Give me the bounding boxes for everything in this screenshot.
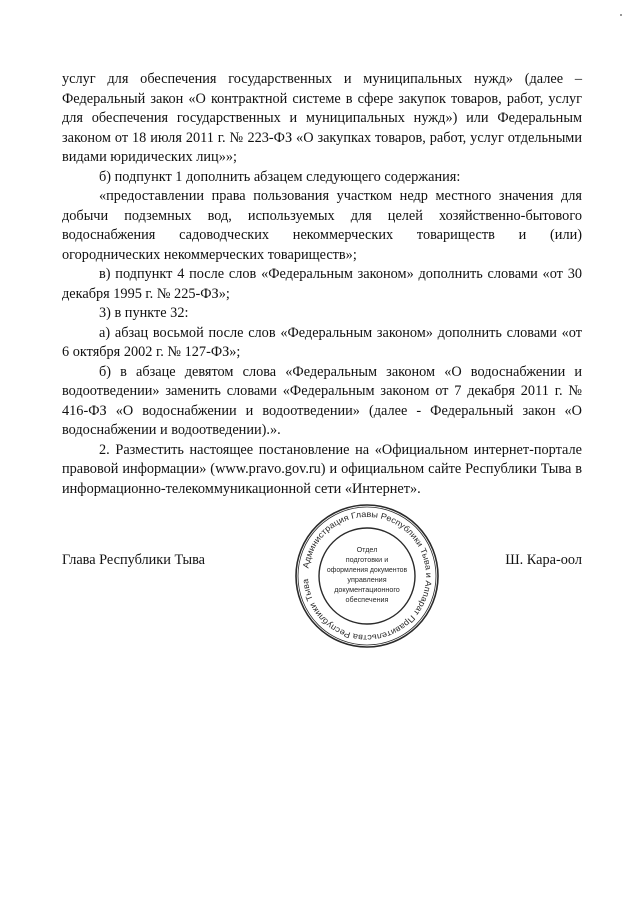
signer-title: Глава Республики Тыва bbox=[62, 552, 205, 568]
paragraph-quoted-addition: «предоставлении права пользования участком недр местного значения для добычи подземных вод, используемых для целей хозяйственно-бытового водоснабжения садоводческих некоммерческих товариществ и (или) огороднических некоммерческих товариществ»; bbox=[62, 188, 582, 263]
paragraph-subitem-b2: б) в абзаце девятом слова «Федеральным законом «О водоснабжении и водоотведении» заменить словами «Федеральным законом от 7 декабря 2011 г. № 416-ФЗ «О водоснабжении и водоотведении» (далее - Федеральный закон «О водоснабжении и водоотведении).». bbox=[62, 363, 582, 438]
seal-ring-text: Администрация Главы Республики Тыва и Аппарат Правительства Республики Тыва bbox=[300, 508, 435, 644]
seal-center-line-3: оформления документов bbox=[326, 567, 408, 574]
paragraph-subitem-a: а) абзац восьмой после слов «Федеральным законом» дополнить словами «от 6 октября 2002 г. № 127-ФЗ»; bbox=[62, 324, 582, 360]
seal-center-line-4: управления bbox=[347, 575, 387, 584]
paragraph-subitem-b: б) подпункт 1 дополнить абзацем следующего содержания: bbox=[99, 168, 461, 185]
paragraph-item-3: 3) в пункте 32: bbox=[99, 305, 189, 321]
signer-name: Ш. Кара-оол bbox=[505, 552, 582, 568]
seal-center-line-6: обеспечения bbox=[345, 595, 389, 604]
scan-speck bbox=[620, 14, 622, 16]
official-seal bbox=[293, 502, 441, 650]
paragraph-continuation: услуг для обеспечения государственных и муниципальных нужд» (далее – Федеральный закон «О контрактной системе в сфере закупок товаров, работ, услуг для обеспечения государственных и муниципальных нужд») или Федеральным законом от 18 июля 2011 г. № 223-ФЗ «О закупках товаров, работ, услуг отдельными видами юридических лиц»»; bbox=[62, 71, 582, 165]
seal-center-line-1: Отдел bbox=[356, 545, 378, 554]
paragraph-subitem-v: в) подпункт 4 после слов «Федеральным законом» дополнить словами «от 30 декабря 1995 г. № 225-ФЗ»; bbox=[62, 266, 582, 302]
paragraph-item-2: 2. Разместить настоящее постановление на «Официальном интернет-портале правовой информации» (www.pravo.gov.ru) и официальном сайте Республики Тыва в информационно-телекоммуникационной сети «Интернет». bbox=[62, 441, 582, 497]
seal-center-line-5: документационного bbox=[334, 585, 400, 594]
document-body bbox=[62, 70, 582, 499]
seal-center-line-2: подготовки и bbox=[345, 555, 389, 564]
